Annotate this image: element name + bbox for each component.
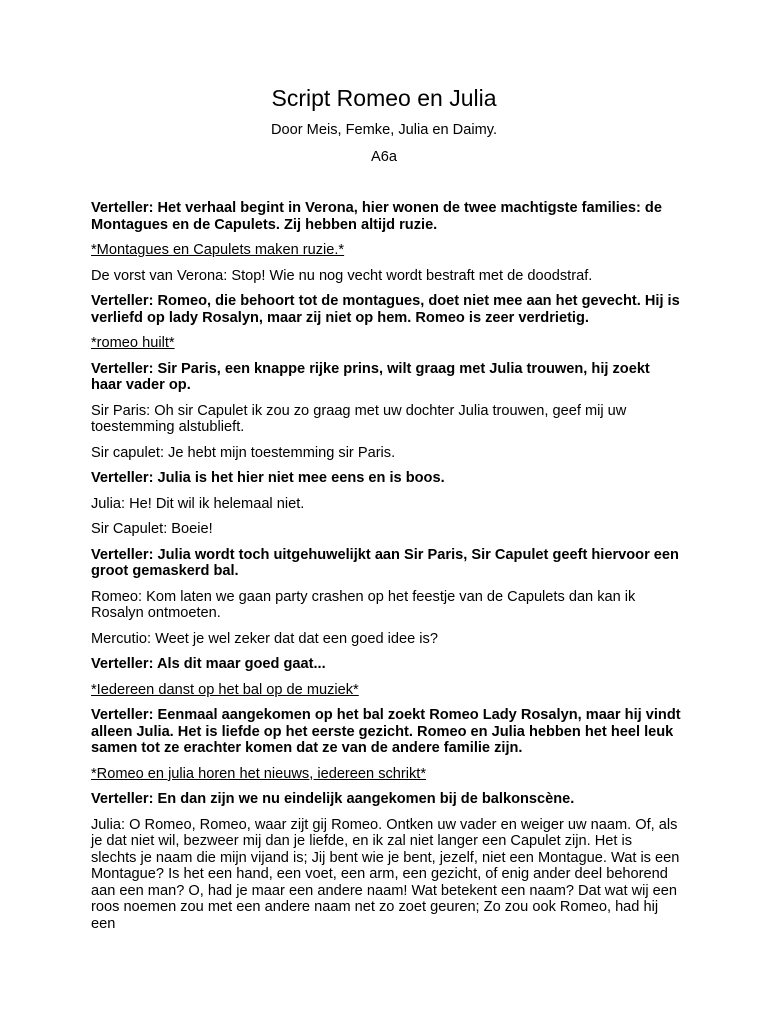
dialogue-line: Julia: O Romeo, Romeo, waar zijt gij Romeo. Ontken uw vader en weiger uw naam. Of, als je dat niet wil, bezweer mij dan je liefde, en ik zal niet langer een Capulet zijn. Het is slechts je naam die mijn vijand is; Jij bent wie je bent, jezelf, niet een Montague. Wat is een Montague? Is het een hand, een voet, een arm, een gezicht, of enig ander deel behorend aan een man? O, had je maar een andere naam! Wat betekent een naam? Dat wat wij een roos noemen zou met een andere naam net zo zoet geuren; Zo zou ook Romeo, had hij een — [91, 816, 680, 932]
dialogue-line: Sir capulet: Je hebt mijn toestemming sir Paris. — [91, 444, 396, 461]
stage-direction-text: *Romeo en julia horen het nieuws, iedereen schrikt* — [91, 765, 427, 782]
stage-direction-text: *Montagues en Capulets maken ruzie.* — [91, 242, 345, 258]
narrator-line: Verteller: Sir Paris, een knappe rijke prins, wilt graag met Julia trouwen, hij zoekt haar vader op. — [91, 360, 650, 393]
stage-direction-text: *romeo huilt* — [91, 335, 175, 351]
document-authors: Door Meis, Femke, Julia en Daimy. — [271, 122, 497, 138]
stage-direction — [91, 335, 681, 352]
narrator-line: Verteller: En dan zijn we nu eindelijk aangekomen bij de balkonscène. — [91, 791, 575, 807]
narrator-line: Verteller: Julia wordt toch uitgehuwelijkt aan Sir Paris, Sir Capulet geeft hiervoor een groot gemaskerd bal. — [91, 546, 679, 579]
dialogue-line: Romeo: Kom laten we gaan party crashen op het feestje van de Capulets dan kan ik Rosalyn ontmoeten. — [91, 588, 636, 621]
narrator-line: Verteller: Het verhaal begint in Verona, hier wonen de twee machtigste families: de Montagues en de Capulets. Zij hebben altijd ruzie. — [91, 200, 662, 233]
narrator-line: Verteller: Julia is het hier niet mee eens en is boos. — [91, 470, 445, 486]
stage-direction-text: *Iedereen danst op het bal op de muziek* — [91, 681, 359, 698]
narrator-line: Verteller: Eenmaal aangekomen op het bal zoekt Romeo Lady Rosalyn, maar hij vindt alleen Julia. Het is liefde op het eerste gezicht. Romeo en Julia hebben het heel leuk samen tot ze erachter komen dat ze van de andere familie zijn. — [91, 707, 681, 756]
dialogue-line: De vorst van Verona: Stop! Wie nu nog vecht wordt bestraft met de doodstraf. — [91, 267, 593, 284]
stage-direction — [91, 766, 681, 783]
document-class: A6a — [371, 149, 397, 165]
dialogue-line: Sir Capulet: Boeie! — [91, 521, 213, 537]
dialogue-line: Mercutio: Weet je wel zeker dat dat een goed idee is? — [91, 630, 438, 647]
dialogue-line: Sir Paris: Oh sir Capulet ik zou zo graag met uw dochter Julia trouwen, geef mij uw toestemming alstublieft. — [91, 402, 627, 435]
narrator-line: Verteller: Romeo, die behoort tot de montagues, doet niet mee aan het gevecht. Hij is verliefd op lady Rosalyn, maar zij niet op hem. Romeo is zeer verdrietig. — [91, 293, 680, 326]
stage-direction — [91, 682, 681, 699]
document-title: Script Romeo en Julia — [271, 85, 497, 111]
dialogue-line: Julia: He! Dit wil ik helemaal niet. — [91, 495, 305, 512]
narrator-line: Verteller: Als dit maar goed gaat... — [91, 656, 326, 672]
stage-direction — [91, 242, 681, 259]
script-body — [91, 200, 681, 941]
